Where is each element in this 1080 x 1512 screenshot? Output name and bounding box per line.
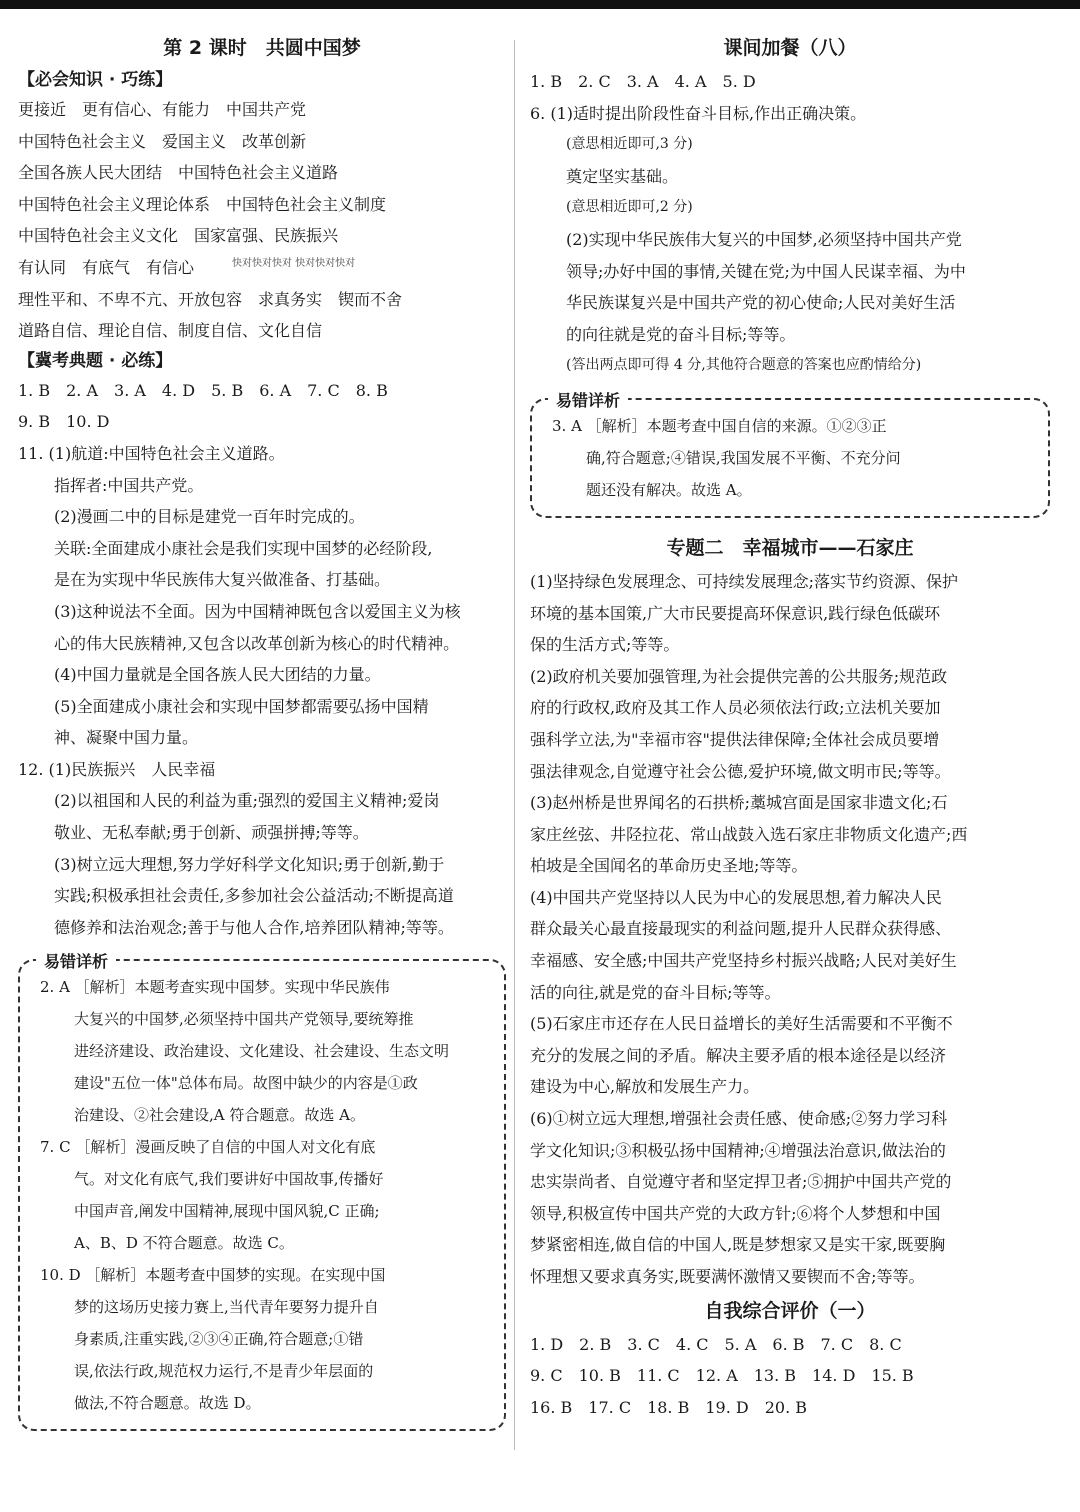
answer-line: (2)实现中华民族伟大复兴的中国梦,必须坚持中国共产党 <box>566 229 962 249</box>
snack-title: 课间加餐（八） <box>723 37 857 59</box>
answer-line: 建设为中心,解放和发展生产力。 <box>530 1077 760 1097</box>
answer-line: (2)政府机关要加强管理,为社会提供完善的公共服务;规范政 <box>530 666 948 686</box>
right-column <box>530 30 1050 1423</box>
answer-line: (3)这种说法不全面。因为中国精神既包含以爱国主义为核 <box>54 601 461 621</box>
answer-line: 强法律观念,自觉遵守社会公德,爱护环境,做文明市民;等等。 <box>530 761 951 781</box>
error-analysis-label: 易错详析 <box>548 388 628 411</box>
score-note: (意思相近即可,2 分) <box>566 199 693 216</box>
answer-line: 领导,积极宣传中国共产党的大政方针;⑥将个人梦想和中国 <box>530 1203 941 1223</box>
analysis-line: 10. D ［解析］本题考查中国梦的实现。在实现中国 <box>40 1266 386 1285</box>
answer-line: 强科学立法,为"幸福市容"提供法律保障;全体社会成员要增 <box>530 729 940 749</box>
answer-line: 奠定坚实基础。 <box>566 166 679 186</box>
answer-line: (4)中国共产党坚持以人民为中心的发展思想,着力解决人民 <box>530 887 942 907</box>
knowledge-line: 更接近 更有信心、有能力 中国共产党 <box>18 100 307 119</box>
answer-line: (2)漫画二中的目标是建党一百年时完成的。 <box>54 507 365 527</box>
analysis-line: 身素质,注重实践,②③④正确,符合题意;①错 <box>74 1330 364 1349</box>
answer-line: 活的向往,就是党的奋斗目标;等等。 <box>530 982 781 1002</box>
knowledge-line: 有认同 有底气 有信心 <box>18 257 195 277</box>
answer-line: 怀理想又要求真务实,既要满怀激情又要锲而不舍;等等。 <box>530 1267 925 1286</box>
mc-answers-line: 16. B 17. C 18. B 19. D 20. B <box>530 1397 808 1417</box>
error-analysis-box <box>530 390 1050 518</box>
answer-line: 实践;积极承担社会责任,多参加社会公益活动;不断提高道 <box>54 886 454 906</box>
mc-answers-line: 9. C 10. B 11. C 12. A 13. B 14. D 15. B <box>530 1366 914 1386</box>
analysis-line: 梦的这场历史接力赛上,当代青年要努力提升自 <box>74 1298 379 1317</box>
knowledge-line: 中国特色社会主义文化 国家富强、民族振兴 <box>18 226 339 246</box>
analysis-line: 2. A ［解析］本题考查实现中国梦。实现中华民族伟 <box>40 978 390 997</box>
knowledge-line: 理性平和、不卑不亢、开放包容 求真务实 锲而不舍 <box>18 289 403 309</box>
knowledge-line: 全国各族人民大团结 中国特色社会主义道路 <box>18 163 339 183</box>
answer-line: (2)以祖国和人民的利益为重;强烈的爱国主义精神;爱岗 <box>54 791 440 811</box>
answer-line: 11. (1)航道:中国特色社会主义道路。 <box>18 443 285 463</box>
answer-line: 充分的发展之间的矛盾。解决主要矛盾的根本途径是以经济 <box>530 1045 947 1065</box>
analysis-line: A、B、D 不符合题意。故选 C。 <box>74 1234 294 1253</box>
mc-answers-line: 1. B 2. A 3. A 4. D 5. B 6. A 7. C 8. B <box>18 380 388 400</box>
answer-line: 关联:全面建成小康社会是我们实现中国梦的必经阶段, <box>54 538 433 558</box>
analysis-line: 大复兴的中国梦,必须坚持中国共产党领导,要统筹推 <box>74 1010 414 1029</box>
answer-line: (1)坚持绿色发展理念、可持续发展理念;落实节约资源、保护 <box>530 571 959 591</box>
answer-line: 神、凝聚中国力量。 <box>54 728 199 748</box>
knowledge-list <box>18 94 506 347</box>
evaluation-title: 自我综合评价（一） <box>704 1299 876 1322</box>
answer-line: (3)赵州桥是世界闻名的石拱桥;藁城宫面是国家非遗文化;石 <box>530 793 948 813</box>
analysis-line: 确,符合题意;④错误,我国发展不平衡、不充分问 <box>586 448 901 467</box>
question-12 <box>18 754 506 944</box>
analysis-line: 气。对文化有底气,我们要讲好中国故事,传播好 <box>74 1170 384 1189</box>
answer-line: 环境的基本国策,广大市民要提高环保意识,践行绿色低碳环 <box>530 603 941 623</box>
answer-line: (6)①树立远大理想,增强社会责任感、使命感;②努力学习科 <box>530 1109 948 1129</box>
answer-line: 学文化知识;③积极弘扬中国精神;④增强法治意识,做法治的 <box>530 1140 946 1160</box>
section-heading-knowledge: 【必会知识 · 巧练】 <box>18 70 173 90</box>
top-bar <box>0 0 1080 9</box>
section-heading-exam: 【冀考典题 · 必练】 <box>18 350 173 371</box>
analysis-line: 进经济建设、政治建设、文化建设、社会建设、生态文明 <box>74 1042 450 1061</box>
answer-line: 6. (1)适时提出阶段性奋斗目标,作出正确决策。 <box>530 103 867 123</box>
answer-line: 的向往就是党的奋斗目标;等等。 <box>566 324 796 344</box>
answer-line: 府的行政权,政府及其工作人员必须依法行政;立法机关要加 <box>530 698 941 718</box>
answer-line: 是在为实现中华民族伟大复兴做准备、打基础。 <box>54 570 391 590</box>
left-column <box>18 30 506 1431</box>
answer-line: 忠实崇尚者、自觉遵守者和坚定捍卫者;⑤拥护中国共产党的 <box>530 1172 952 1192</box>
answer-line: (3)树立远大理想,努力学好科学文化知识;勇于创新,勤于 <box>54 854 445 874</box>
answer-line: 华民族谋复兴是中国共产党的初心使命;人民对美好生活 <box>566 293 956 313</box>
error-analysis-label: 易错详析 <box>36 949 116 972</box>
lesson-title: 第 2 课时 共圆中国梦 <box>163 37 361 59</box>
analysis-line: 做法,不符合题意。故选 D。 <box>74 1394 261 1413</box>
knowledge-line: 中国特色社会主义理论体系 中国特色社会主义制度 <box>18 194 387 214</box>
answer-line: (4)中国力量就是全国各族人民大团结的力量。 <box>54 665 381 685</box>
answer-line: 12. (1)民族振兴 人民幸福 <box>18 759 216 779</box>
knowledge-line: 道路自信、理论自信、制度自信、文化自信 <box>18 321 323 341</box>
answer-line: 心的伟大民族精神,又包含以改革创新为核心的时代精神。 <box>54 633 460 653</box>
answer-line: 指挥者:中国共产党。 <box>54 475 204 495</box>
analysis-line: 3. A ［解析］本题考查中国自信的来源。①②③正 <box>552 416 887 435</box>
answer-line: 幸福感、安全感;中国共产党坚持乡村振兴战略;人民对美好生 <box>530 951 957 971</box>
answer-line: (5)全面建成小康社会和实现中国梦都需要弘扬中国精 <box>54 696 429 716</box>
question-6 <box>530 98 1050 382</box>
analysis-line: 中国声音,阐发中国精神,展现中国风貌,C 正确; <box>74 1202 380 1221</box>
error-analysis-box <box>18 952 506 1431</box>
answer-line: 领导;办好中国的事情,关键在党;为中国人民谋幸福、为中 <box>566 261 966 281</box>
analysis-line: 题还没有解决。故选 A。 <box>586 480 752 499</box>
knowledge-line: 中国特色社会主义 爱国主义 改革创新 <box>18 131 307 151</box>
answer-line: 德修养和法治观念;善于与他人合作,培养团队精神;等等。 <box>54 917 454 937</box>
topic-answers <box>530 566 1050 1293</box>
mc-answers-line: 1. D 2. B 3. C 4. C 5. A 6. B 7. C 8. C <box>530 1334 902 1354</box>
answer-line: 群众最关心最直接最现实的利益问题,提升人民群众获得感、 <box>530 919 952 939</box>
analysis-line: 治建设、②社会建设,A 符合题意。故选 A。 <box>74 1106 365 1125</box>
score-note: (答出两点即可得 4 分,其他符合题意的答案也应酌情给分) <box>566 357 922 374</box>
mc-answers-line: 1. B 2. C 3. A 4. A 5. D <box>530 72 756 91</box>
mc-answers-line: 9. B 10. D <box>18 412 110 432</box>
answer-line: 敬业、无私奉献;勇于创新、顽强拼搏;等等。 <box>54 823 369 843</box>
watermark-stamp: 快对快对快对 快对快对快对 <box>232 258 356 269</box>
analysis-line: 7. C ［解析］漫画反映了自信的中国人对文化有底 <box>40 1138 376 1157</box>
score-note: (意思相近即可,3 分) <box>566 136 693 153</box>
answer-line: 保的生活方式;等等。 <box>530 635 680 655</box>
topic-title: 专题二 幸福城市——石家庄 <box>666 536 914 559</box>
answer-line: 梦紧密相连,做自信的中国人,既是梦想家又是实干家,既要胸 <box>530 1235 946 1255</box>
analysis-line: 误,依法行政,规范权力运行,不是青少年层面的 <box>74 1362 374 1381</box>
question-11 <box>18 438 506 754</box>
column-divider <box>514 40 515 1450</box>
answer-line: (5)石家庄市还存在人民日益增长的美好生活需要和不平衡不 <box>530 1014 953 1034</box>
answer-line: 柏坡是全国闻名的革命历史圣地;等等。 <box>530 856 808 876</box>
answer-line: 家庄丝弦、井陉拉花、常山战鼓入选石家庄非物质文化遗产;西 <box>530 824 968 844</box>
analysis-line: 建设"五位一体"总体布局。故图中缺少的内容是①政 <box>74 1074 418 1093</box>
